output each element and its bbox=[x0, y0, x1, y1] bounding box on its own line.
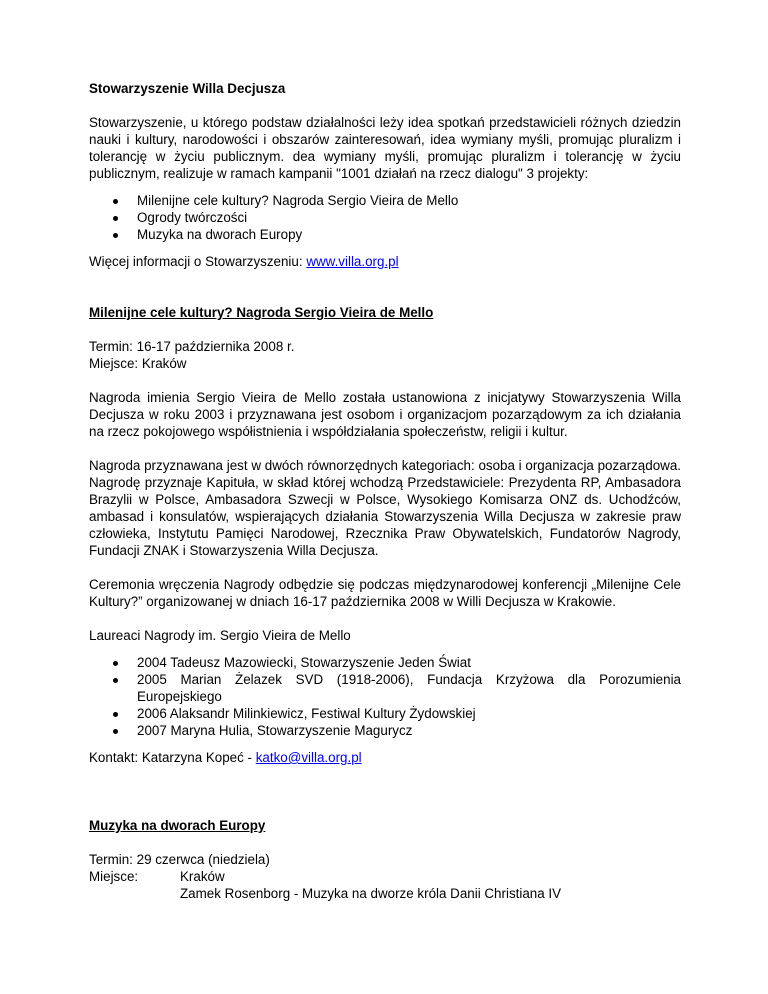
contact-label: Kontakt: Katarzyna Kopeć - bbox=[89, 750, 256, 765]
contact-line bbox=[89, 749, 681, 766]
list-item-text: Milenijne cele kultury? Nagroda Sergio Vieira de Mello bbox=[137, 193, 459, 208]
more-info-line bbox=[89, 253, 681, 270]
list-item-text: 2005 Marian Żelazek SVD (1918-2006), Fundacja Krzyżowa dla Porozumienia Europejskiego bbox=[137, 672, 681, 704]
laureates-list bbox=[89, 654, 681, 739]
bullet-icon bbox=[113, 233, 118, 238]
award-date: Termin: 16-17 października 2008 r. bbox=[89, 339, 295, 354]
music-place-city: Kraków bbox=[180, 869, 225, 884]
document-title: Stowarzyszenie Willa Decjusza bbox=[89, 81, 286, 96]
list-item bbox=[89, 671, 681, 705]
bullet-icon bbox=[113, 729, 118, 734]
award-paragraph-1: Nagroda imienia Sergio Vieira de Mello została ustanowiona z inicjatywy Stowarzyszenia Willa Decjusza w roku 2003 i przyznawana jest osobom i organizacjom pozarządowym za ich działania na rzecz pokojowego współistnienia i współdziałania społeczeństw, religii i kultur. bbox=[89, 390, 681, 439]
bullet-icon bbox=[113, 199, 118, 204]
bullet-icon bbox=[113, 661, 118, 666]
bullet-icon bbox=[113, 712, 118, 717]
music-date: Termin: 29 czerwca (niedziela) bbox=[89, 852, 270, 867]
bullet-icon bbox=[113, 678, 118, 683]
list-item-text: Ogrody twórczości bbox=[137, 210, 248, 225]
award-place: Miejsce: Kraków bbox=[89, 356, 187, 371]
award-paragraph-3: Ceremonia wręczenia Nagrody odbędzie się podczas międzynarodowej konferencji „Milenijne Cele Kultury?” organizowanej w dniach 16-17 października 2008 w Willi Decjusza w Krakowie. bbox=[89, 577, 681, 609]
list-item bbox=[89, 654, 681, 671]
intro-paragraph: Stowarzyszenie, u którego podstaw działalności leży idea spotkań przedstawicieli różnych dziedzin nauki i kultury, narodowości i obszarów zainteresowań, idea wymiany myśli, promując pluralizm i tolerancję w życiu publicznym. dea wymiany myśli, promując pluralizm i tolerancję w życiu publicznym, realizuje w ramach kampanii "1001 działań na rzecz dialogu" 3 projekty: bbox=[89, 115, 681, 181]
music-place-row bbox=[89, 868, 681, 885]
list-item bbox=[89, 705, 681, 722]
list-item-text: 2006 Alaksandr Milinkiewicz, Festiwal Kultury Żydowskiej bbox=[137, 706, 476, 721]
list-item-text: 2007 Maryna Hulia, Stowarzyszenie Magurycz bbox=[137, 723, 413, 738]
website-link[interactable]: www.villa.org.pl bbox=[306, 254, 399, 269]
projects-list bbox=[89, 192, 681, 243]
music-place-label: Miejsce: bbox=[89, 869, 139, 884]
list-item bbox=[89, 209, 681, 226]
list-item-text: Muzyka na dworach Europy bbox=[137, 227, 303, 242]
section-heading-music: Muzyka na dworach Europy bbox=[89, 818, 266, 833]
list-item bbox=[89, 722, 681, 739]
list-item bbox=[89, 226, 681, 243]
document-page bbox=[89, 62, 681, 902]
list-item-text: 2004 Tadeusz Mazowiecki, Stowarzyszenie Jeden Świat bbox=[137, 655, 471, 670]
music-event: Zamek Rosenborg - Muzyka na dworze króla Danii Christiana IV bbox=[180, 886, 562, 901]
section-heading-award: Milenijne cele kultury? Nagroda Sergio Vieira de Mello bbox=[89, 305, 434, 320]
contact-email-link[interactable]: katko@villa.org.pl bbox=[255, 750, 362, 765]
list-item bbox=[89, 192, 681, 209]
more-info-label: Więcej informacji o Stowarzyszeniu: bbox=[89, 254, 307, 269]
award-paragraph-2: Nagroda przyznawana jest w dwóch równorzędnych kategoriach: osoba i organizacja pozarządowa. Nagrodę przyznaje Kapituła, w skład której wchodzą Przedstawiciele: Prezydenta RP, Ambasadora Brazylii w Polsce, Ambasadora Szwecji w Polsce, Wysokiego Komisarza ONZ ds. Uchodźców, ambasad i konsulatów, wspierających działania Stowarzyszenia Willa Decjusza w zakresie praw człowieka, Instytutu Pamięci Narodowej, Rzecznika Praw Obywatelskich, Fundatorów Nagrody, Fundacji ZNAK i Stowarzyszenia Willa Decjusza. bbox=[89, 458, 681, 558]
laureates-title: Laureaci Nagrody im. Sergio Vieira de Mello bbox=[89, 628, 351, 643]
bullet-icon bbox=[113, 216, 118, 221]
music-event-spacer bbox=[89, 885, 180, 902]
music-event-row bbox=[89, 885, 681, 902]
